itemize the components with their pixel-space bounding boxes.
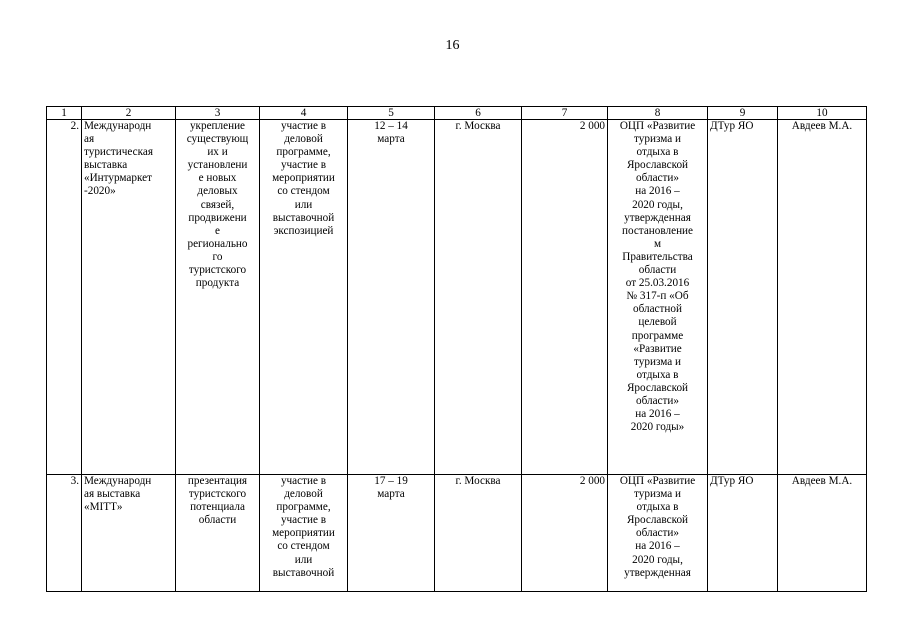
header-cell-10: 10 [778, 107, 867, 120]
participation-form: участие в деловой программе, участие в мероприятии со стендом или выставочной [260, 475, 348, 592]
event-date: 12 – 14 марта [348, 120, 435, 475]
row-number: 2. [47, 120, 82, 475]
row-number: 3. [47, 475, 82, 592]
header-row [47, 107, 867, 120]
header-cell-1: 1 [47, 107, 82, 120]
event-name: Международн ая туристическая выставка «Интурмаркет -2020» [82, 120, 176, 475]
header-cell-2: 2 [82, 107, 176, 120]
event-place: г. Москва [435, 475, 522, 592]
event-goal: укрепление существующ их и установлени е новых деловых связей, продвижени е регионально го туристского продукта [176, 120, 260, 475]
event-goal: презентация туристского потенциала области [176, 475, 260, 592]
header-cell-4: 4 [260, 107, 348, 120]
header-cell-8: 8 [608, 107, 708, 120]
responsible-person: Авдеев М.А. [778, 475, 867, 592]
header-cell-7: 7 [522, 107, 608, 120]
event-amount: 2 000 [522, 475, 608, 592]
event-place: г. Москва [435, 120, 522, 475]
table-row [47, 475, 867, 592]
responsible-organization: ДТур ЯО [708, 120, 778, 475]
event-amount: 2 000 [522, 120, 608, 475]
events-table [46, 106, 867, 592]
event-date: 17 – 19 марта [348, 475, 435, 592]
funding-source: ОЦП «Развитие туризма и отдыха в Ярославской области» на 2016 – 2020 годы, утвержденная постановление м Правительства области от 25.03.2016 № 317-п «Об областной целевой программе «Развитие туризма и отдыха в Ярославской области» на 2016 – 2020 годы» [608, 120, 708, 475]
event-name: Международн ая выставка «MITT» [82, 475, 176, 592]
header-cell-5: 5 [348, 107, 435, 120]
responsible-organization: ДТур ЯО [708, 475, 778, 592]
participation-form: участие в деловой программе, участие в мероприятии со стендом или выставочной экспозицией [260, 120, 348, 475]
page-number: 16 [445, 38, 460, 53]
funding-source: ОЦП «Развитие туризма и отдыха в Ярославской области» на 2016 – 2020 годы, утвержденная [608, 475, 708, 592]
header-cell-3: 3 [176, 107, 260, 120]
table-row [47, 120, 867, 475]
header-cell-9: 9 [708, 107, 778, 120]
header-cell-6: 6 [435, 107, 522, 120]
responsible-person: Авдеев М.А. [778, 120, 867, 475]
